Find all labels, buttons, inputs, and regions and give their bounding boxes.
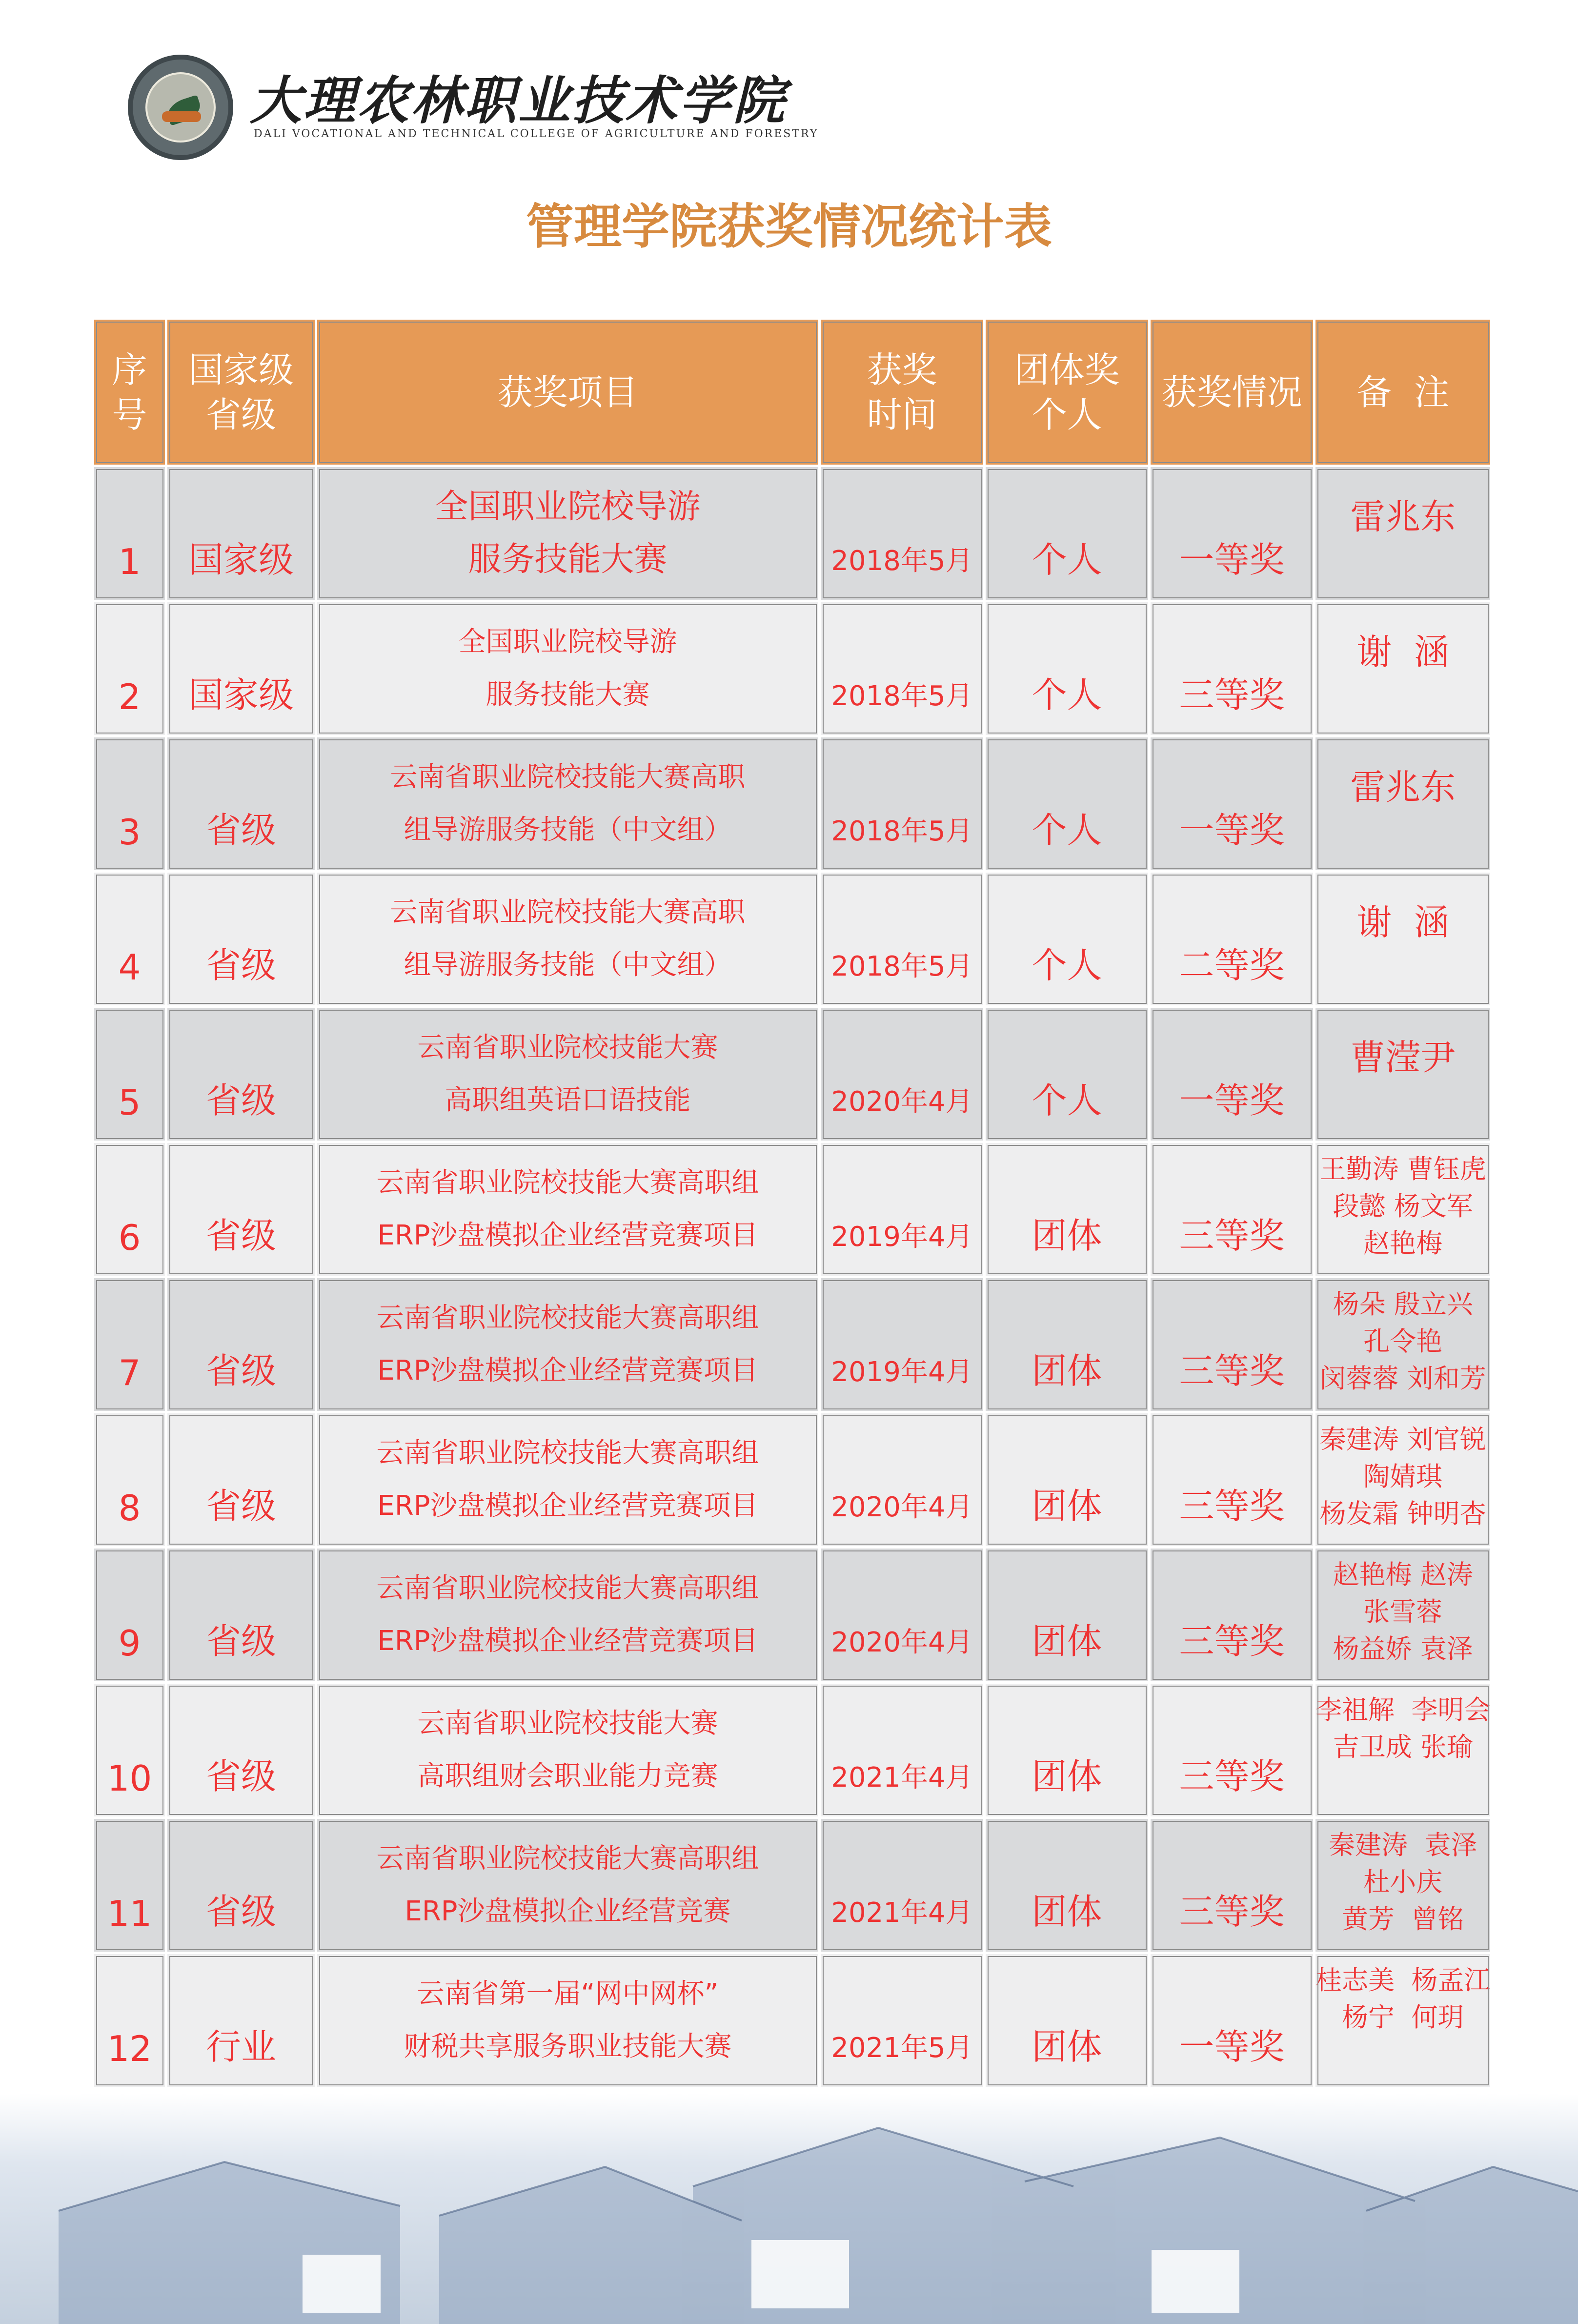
project-line: 云南省第一届“网中网杯”: [417, 1978, 719, 2010]
cell-type: 个人: [985, 601, 1150, 736]
school-name-cn: 大理农林职业技术学院: [250, 70, 787, 131]
table-row: [93, 1683, 1492, 1818]
note-line: 赵艳梅 赵涛: [1333, 1559, 1473, 1590]
cell-type: 个人: [985, 1007, 1150, 1142]
note-line: 秦建涛 袁泽: [1329, 1830, 1477, 1860]
cell-no: 10: [93, 1683, 166, 1818]
cell-no: 4: [93, 872, 166, 1007]
cell-level: 省级: [166, 1277, 316, 1412]
cell-note: [1315, 872, 1492, 1007]
cell-project: [316, 1548, 820, 1683]
cell-no: 5: [93, 1007, 166, 1142]
project-line: 云南省职业院校技能大赛高职组: [376, 1843, 759, 1875]
project-line: 组导游服务技能（中文组）: [404, 949, 732, 981]
cell-type: 团体: [985, 1683, 1150, 1818]
cell-note: [1315, 1007, 1492, 1142]
college-seal-logo: [128, 55, 233, 160]
project-line: ERP沙盘模拟企业经营竞赛: [405, 1896, 731, 1927]
note-line: 杨朵 殷立兴: [1333, 1289, 1473, 1320]
cell-project: [316, 1953, 820, 2088]
project-line: 财税共享服务职业技能大赛: [404, 2031, 732, 2062]
cell-date: 2019年4月: [820, 1277, 985, 1412]
cell-level: 省级: [166, 1142, 316, 1277]
cell-note: [1315, 1548, 1492, 1683]
cell-type: 个人: [985, 466, 1150, 601]
cell-note: [1315, 1953, 1492, 2088]
cell-project: [316, 1683, 820, 1818]
award-table: [92, 317, 1493, 2089]
note-line: 孔令艳: [1363, 1326, 1443, 1357]
project-line: 云南省职业院校技能大赛高职组: [376, 1302, 759, 1334]
cell-level: 省级: [166, 1683, 316, 1818]
note-line: 王勤涛 曹钰虎: [1319, 1154, 1486, 1184]
cell-note: [1315, 1412, 1492, 1548]
cell-result: 一等奖: [1150, 1007, 1315, 1142]
cell-date: 2020年4月: [820, 1412, 985, 1548]
project-line: 组导游服务技能（中文组）: [404, 814, 732, 846]
cell-level: 行业: [166, 1953, 316, 2088]
cell-result: 一等奖: [1150, 1953, 1315, 2088]
cell-note: [1315, 1818, 1492, 1953]
note-line: 谢 涵: [1356, 632, 1450, 673]
project-line: 服务技能大赛: [468, 540, 668, 579]
cell-type: 团体: [985, 1548, 1150, 1683]
table-row: [93, 1953, 1492, 2088]
project-line: 全国职业院校导游: [435, 488, 701, 526]
town-scenery-illustration: [0, 2094, 1578, 2324]
project-line: 高职组英语口语技能: [445, 1084, 691, 1116]
cell-level: 省级: [166, 872, 316, 1007]
note-line: 赵艳梅: [1363, 1228, 1443, 1259]
project-line: ERP沙盘模拟企业经营竞赛项目: [377, 1355, 758, 1386]
project-line: 云南省职业院校技能大赛高职: [390, 761, 746, 793]
cell-type: 团体: [985, 1953, 1150, 2088]
project-line: 云南省职业院校技能大赛高职组: [376, 1437, 759, 1469]
cell-level: 省级: [166, 1007, 316, 1142]
cell-project: [316, 736, 820, 872]
note-line: 张雪蓉: [1363, 1596, 1443, 1627]
cell-level: 省级: [166, 1548, 316, 1683]
note-line: 李祖解 李明会: [1315, 1694, 1491, 1725]
project-line: ERP沙盘模拟企业经营竞赛项目: [377, 1490, 758, 1522]
project-line: 全国职业院校导游: [458, 626, 677, 658]
cell-no: 6: [93, 1142, 166, 1277]
cell-no: 8: [93, 1412, 166, 1548]
cell-type: 个人: [985, 736, 1150, 872]
note-line: 吉卫成 张瑜: [1333, 1732, 1473, 1762]
project-line: 云南省职业院校技能大赛: [417, 1032, 718, 1063]
header-no: 序 号: [93, 319, 166, 466]
table-row: [93, 1007, 1492, 1142]
cell-no: 3: [93, 736, 166, 872]
note-line: 黄芳 曾铭: [1342, 1904, 1464, 1935]
cell-date: 2018年5月: [820, 872, 985, 1007]
table-row: [93, 736, 1492, 872]
cell-type: 团体: [985, 1277, 1150, 1412]
project-line: 云南省职业院校技能大赛: [417, 1708, 718, 1739]
cell-date: 2019年4月: [820, 1142, 985, 1277]
note-line: 秦建涛 刘官锐: [1319, 1424, 1486, 1455]
cell-no: 9: [93, 1548, 166, 1683]
cell-no: 1: [93, 466, 166, 601]
cell-project: [316, 1412, 820, 1548]
cell-type: 个人: [985, 872, 1150, 1007]
cell-date: 2018年5月: [820, 466, 985, 601]
table-row: [93, 1548, 1492, 1683]
cell-level: 省级: [166, 1818, 316, 1953]
header-project: 获奖项目: [316, 319, 820, 466]
cell-no: 2: [93, 601, 166, 736]
note-line: 陶婧琪: [1363, 1461, 1443, 1492]
cell-date: 2018年5月: [820, 736, 985, 872]
cell-type: 团体: [985, 1142, 1150, 1277]
cell-project: [316, 466, 820, 601]
cell-result: 二等奖: [1150, 872, 1315, 1007]
header-date: 获奖 时间: [820, 319, 985, 466]
cell-result: 三等奖: [1150, 1412, 1315, 1548]
cell-no: 11: [93, 1818, 166, 1953]
cell-note: [1315, 466, 1492, 601]
table-row: [93, 601, 1492, 736]
project-line: ERP沙盘模拟企业经营竞赛项目: [377, 1220, 758, 1251]
cell-type: 团体: [985, 1412, 1150, 1548]
note-line: 桂志美 杨孟江: [1315, 1965, 1491, 1996]
cell-project: [316, 601, 820, 736]
cell-date: 2021年4月: [820, 1818, 985, 1953]
table-row: [93, 1277, 1492, 1412]
cell-result: 三等奖: [1150, 1548, 1315, 1683]
cell-result: 一等奖: [1150, 736, 1315, 872]
cell-project: [316, 1818, 820, 1953]
cell-result: 三等奖: [1150, 1818, 1315, 1953]
table-row: [93, 1142, 1492, 1277]
project-line: 服务技能大赛: [486, 679, 650, 711]
note-line: 杜小庆: [1363, 1867, 1443, 1897]
project-line: 云南省职业院校技能大赛高职: [390, 897, 746, 928]
cell-date: 2018年5月: [820, 601, 985, 736]
table-row: [93, 1412, 1492, 1548]
cell-type: 团体: [985, 1818, 1150, 1953]
cell-project: [316, 1007, 820, 1142]
cell-date: 2020年4月: [820, 1548, 985, 1683]
cell-date: 2020年4月: [820, 1007, 985, 1142]
cell-note: [1315, 1142, 1492, 1277]
page-title: 管理学院获奖情况统计表: [526, 199, 1052, 255]
header-type: 团体奖 个人: [985, 319, 1150, 466]
cell-note: [1315, 736, 1492, 872]
cell-result: 三等奖: [1150, 1683, 1315, 1818]
cell-result: 三等奖: [1150, 601, 1315, 736]
cell-project: [316, 872, 820, 1007]
note-line: 雷兆东: [1350, 767, 1456, 808]
cell-note: [1315, 1277, 1492, 1412]
table-row: [93, 1818, 1492, 1953]
header-level: 国家级 省级: [166, 319, 316, 466]
cell-no: 12: [93, 1953, 166, 2088]
project-line: 云南省职业院校技能大赛高职组: [376, 1572, 759, 1604]
cell-result: 三等奖: [1150, 1142, 1315, 1277]
cell-level: 国家级: [166, 601, 316, 736]
school-name-en: DALI VOCATIONAL AND TECHNICAL COLLEGE OF AGRICULTURE AND FORESTRY: [254, 128, 819, 140]
note-line: 杨宁 何玥: [1342, 2002, 1464, 2033]
cell-no: 7: [93, 1277, 166, 1412]
note-line: 谢 涵: [1356, 902, 1450, 943]
cell-date: 2021年5月: [820, 1953, 985, 2088]
note-line: 曹滢尹: [1350, 1037, 1456, 1078]
cell-result: 三等奖: [1150, 1277, 1315, 1412]
cell-level: 国家级: [166, 466, 316, 601]
cell-project: [316, 1142, 820, 1277]
cell-level: 省级: [166, 736, 316, 872]
cell-project: [316, 1277, 820, 1412]
cell-level: 省级: [166, 1412, 316, 1548]
table-row: [93, 466, 1492, 601]
table-row: [93, 872, 1492, 1007]
header-note: 备 注: [1315, 319, 1492, 466]
header-result: 获奖情况: [1150, 319, 1315, 466]
cell-result: 一等奖: [1150, 466, 1315, 601]
project-line: 高职组财会职业能力竞赛: [417, 1760, 718, 1792]
note-line: 闵蓉蓉 刘和芳: [1319, 1363, 1486, 1394]
cell-date: 2021年4月: [820, 1683, 985, 1818]
table-header-row: [93, 319, 1492, 466]
project-line: ERP沙盘模拟企业经营竞赛项目: [377, 1625, 758, 1657]
note-line: 杨益娇 袁泽: [1333, 1633, 1473, 1664]
note-line: 杨发霜 钟明杏: [1319, 1498, 1486, 1529]
note-line: 段懿 杨文军: [1333, 1191, 1473, 1222]
note-line: 雷兆东: [1350, 496, 1456, 537]
table-body: [93, 466, 1492, 2088]
cell-note: [1315, 601, 1492, 736]
project-line: 云南省职业院校技能大赛高职组: [376, 1167, 759, 1199]
cell-note: [1315, 1683, 1492, 1818]
